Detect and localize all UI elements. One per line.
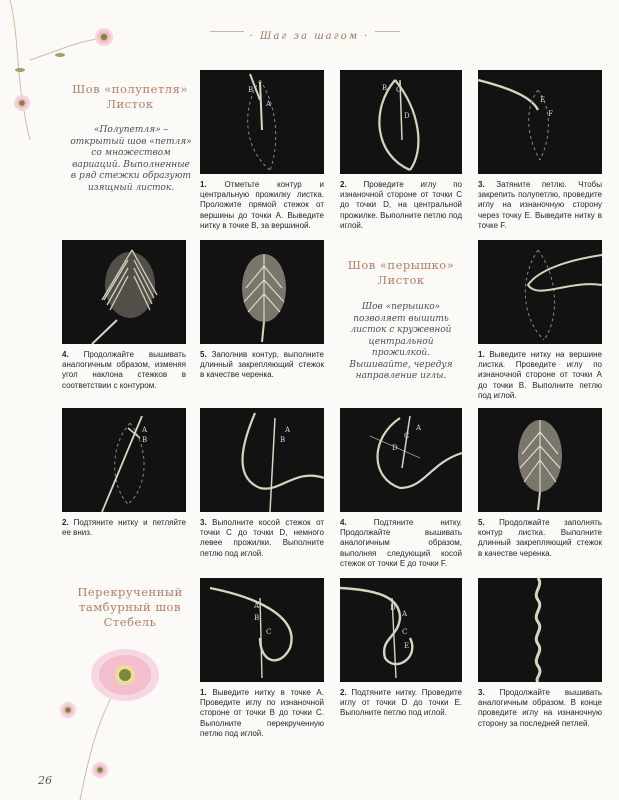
photo-label: B [254,614,260,622]
photo-step-2-5 [478,408,602,512]
step-number: 5. [478,518,485,527]
photo-step-3-2 [340,578,462,682]
photo-step-3-3 [478,578,602,682]
floral-decoration-top [0,0,130,140]
step-text: Выведите нитку в точке A. Проведите иглу по изнаночной стороне от точки B до точки C. Выполните перекрученную петлю под иглой. [200,688,324,738]
step-number: 5. [200,350,207,359]
photo-label: A [254,602,260,610]
section1-intro: «Полупетля» – открытый шов «петля» со множеством вариаций. Выполненные в ряд стежки образуют изящный листок. [70,125,192,193]
step-text: Продолжайте заполнять контур листка. Выполните длинный закрепляющий стежок в качестве черенка. [478,518,602,558]
step-number: 4. [340,518,347,527]
photo-label: A [285,426,291,434]
step-number: 3. [200,518,207,527]
photo-step-1-2 [340,70,462,174]
step-text: Продолжайте вышивать аналогичным образом. В конце проведите иглу на изнаночную сторону за последней петлей. [478,688,602,728]
caption-step-2-1 [478,350,602,401]
photo-step-3-1 [200,578,324,682]
photo-label: A [142,426,148,434]
caption-step-1-3 [478,180,602,231]
caption-step-3-2 [340,688,462,719]
photo-label: E [540,96,546,104]
section3-title-line1: Перекрученный [77,585,183,599]
step-number: 2. [62,518,69,527]
photo-label: F [548,110,553,118]
step-text: Подтяните нитку. Проведите иглу от точки D до точки E. Выполните петлю под иглой. [340,688,462,718]
step-text: Подтяните нитку и петляйте ее вниз. [62,518,186,538]
step-number: 2. [340,688,347,697]
step-text: Подтяните нитку. Продолжайте вышивать аналогичным образом, выполняя следующий косой стежок от точки E до точки F. [340,518,462,568]
section2-title-line2: Листок [377,273,425,287]
section2-title [340,258,462,288]
caption-step-1-5 [200,350,324,381]
photo-label: C [266,628,272,636]
section3-title-line2: тамбурный шов [79,600,181,614]
photo-step-2-4 [340,408,462,512]
step-number: 1. [478,350,485,359]
photo-label: B [142,436,148,444]
photo-label: B [280,436,286,444]
step-text: Отметьте контур и центральную прожилку листка. Проложите прямой стежок от вершины до точки A. Выведите нитку в точке B, за вершиной. [200,180,324,230]
caption-step-2-5 [478,518,602,559]
photo-label: A [402,610,408,618]
photo-step-1-3 [478,70,602,174]
section1-title [60,82,200,112]
caption-step-1-4 [62,350,186,391]
photo-label: A [416,424,422,432]
caption-step-2-3 [200,518,324,559]
section2-title-line1: Шов «перышко» [347,258,455,272]
photo-label: B [382,84,388,92]
page-number: 26 [38,774,52,787]
step-number: 1. [200,688,207,697]
caption-step-2-2 [62,518,186,538]
step-text: Выполните косой стежок от точки C до точки D, немного левее прожилки. Выполните петлю под иглой. [200,518,324,558]
running-title: · Шаг за шагом · [244,31,376,42]
photo-label: D [404,112,410,120]
step-number: 2. [340,180,347,189]
step-text: Проведите иглу по изнаночной стороне от точки C до точки D, на центральной прожилке. Выполните петлю под иглой. [340,180,462,230]
photo-label: A [266,100,272,108]
section1-title-line2: Листок [106,97,154,111]
step-text: Заполнив контур, выполните длинный закрепляющий стежок в качестве черенка. [200,350,324,380]
section2-intro: Шов «перышко» позволяет вышить листок с кружевной центральной прожилкой. Вышивайте, чередуя направление иглы. [349,302,453,381]
step-number: 3. [478,688,485,697]
caption-step-3-3 [478,688,602,729]
photo-step-2-3 [200,408,324,512]
section3-title [60,585,200,630]
caption-step-3-1 [200,688,324,739]
photo-step-2-2 [62,408,186,512]
photo-label: C [396,86,402,94]
step-text: Выведите нитку на вершине листка. Проведите иглу по изнаночной стороне от точки A до точки B. Выполните петлю под иглой. [478,350,602,400]
photo-label: E [404,642,410,650]
step-text: Продолжайте вышивать аналогичным образом, изменяя угол наклона стежков в соответствии с контуром. [62,350,186,390]
caption-step-1-1 [200,180,324,231]
photo-label: D [390,604,396,612]
section3-title-line3: Стебель [103,615,157,629]
photo-step-1-5 [200,240,324,344]
photo-step-2-1 [478,240,602,344]
step-text: Затяните петлю. Чтобы закрепить полупетлю, проведите иглу на изнаночную сторону через точку E. Выведите нитку в точке F. [478,180,602,230]
step-number: 4. [62,350,69,359]
caption-step-1-2 [340,180,462,231]
photo-label: B [248,86,254,94]
step-number: 1. [200,180,207,189]
photo-label: D [392,444,398,452]
section1-title-line1: Шов «полупетля» [72,82,188,96]
floral-decoration-bottom [60,630,190,800]
photo-label: C [402,628,408,636]
photo-step-1-1 [200,70,324,174]
photo-label: C [404,432,410,440]
caption-step-2-4 [340,518,462,569]
photo-step-1-4 [62,240,186,344]
step-number: 3. [478,180,485,189]
